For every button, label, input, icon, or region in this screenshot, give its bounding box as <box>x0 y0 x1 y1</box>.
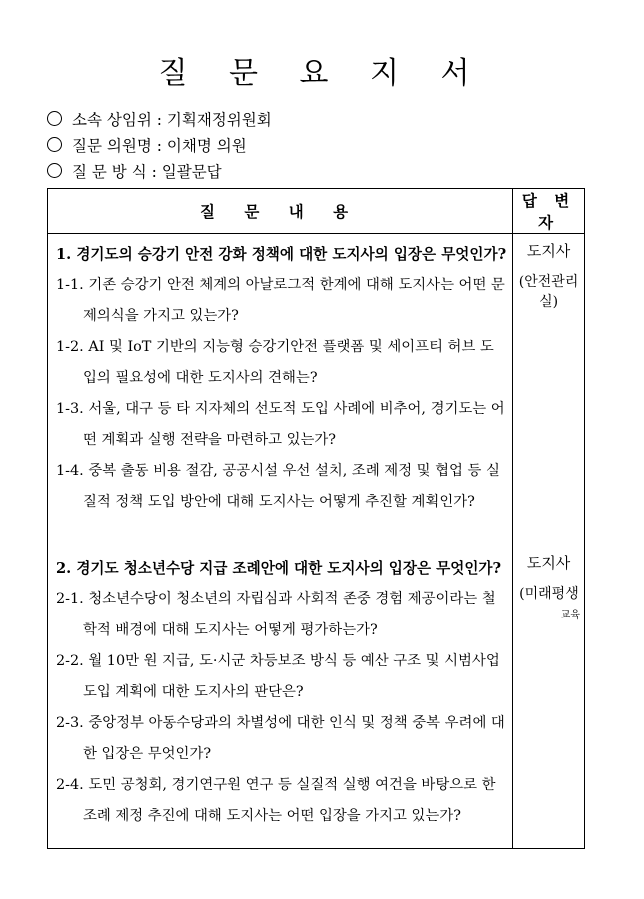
section-heading: 2. 경기도 청소년수당 지급 조례안에 대한 도지사의 입장은 무엇인가? <box>56 560 502 577</box>
respondent-dept-cont: 교육 <box>560 610 580 621</box>
question-item: 1-3. 서울, 대구 등 타 지자체의 선도적 도입 사례에 비추어, 경기도는 어떤 계획과 실행 전략을 마련하고 있는가? <box>56 401 505 448</box>
respondent-cell <box>513 234 585 849</box>
meta-label: 소속 상임위 <box>72 111 152 129</box>
question-item: 2-1. 청소년수당이 청소년의 자립심과 사회적 존중 경험 제공이라는 철학적 배경에 대해 도지사는 어떻게 평가하는가? <box>56 591 496 638</box>
question-item: 1-1. 기존 승강기 안전 체계의 아날로그적 한계에 대해 도지사는 어떤 문제의식을 가지고 있는가? <box>56 277 505 324</box>
respondent-name: 도지사 <box>526 554 571 572</box>
question-item: 2-4. 도민 공청회, 경기연구원 연구 등 실질적 실행 여건을 바탕으로 한 조례 제정 추진에 대해 도지사는 어떤 입장을 가지고 있는가? <box>56 777 496 824</box>
meta-label: 질문 의원명 <box>72 137 152 155</box>
question-table <box>47 188 585 849</box>
respondent-name: 도지사 <box>526 242 571 260</box>
col-question-header: 질 문 내 용 <box>48 189 513 234</box>
question-item: 1-2. AI 및 IoT 기반의 지능형 승강기안전 플랫폼 및 세이프티 허브 도입의 필요성에 대한 도지사의 견해는? <box>56 339 494 386</box>
meta-value: 이채명 의원 <box>166 137 247 155</box>
circle-bullet-icon <box>47 111 62 126</box>
meta-member: 질문 의원명 : 이채명 의원 <box>47 134 247 156</box>
col-answer-header: 답 변 자 <box>513 189 585 234</box>
circle-bullet-icon <box>47 137 62 152</box>
section-heading: 1. 경기도의 승강기 안전 강화 정책에 대한 도지사의 입장은 무엇인가? <box>56 246 507 263</box>
document-title: 질 문 요 지 서 <box>158 56 486 91</box>
meta-label: 질 문 방 식 <box>72 163 147 181</box>
question-content-cell <box>48 234 513 849</box>
respondent-dept: (안전관리실) <box>518 274 579 310</box>
respondent-dept: (미래평생 <box>519 586 579 602</box>
question-item: 2-2. 월 10만 원 지급, 도·시군 차등보조 방식 등 예산 구조 및 시범사업 도입 계획에 대한 도지사의 판단은? <box>56 653 500 700</box>
meta-method: 질 문 방 식 : 일괄문답 <box>47 160 222 182</box>
meta-value: 일괄문답 <box>161 163 222 181</box>
question-item: 1-4. 중복 출동 비용 절감, 공공시설 우선 설치, 조례 제정 및 협업 등 실질적 정책 도입 방안에 대해 도지사는 어떻게 추진할 계획인가? <box>56 463 500 510</box>
question-item: 2-3. 중앙정부 아동수당과의 차별성에 대한 인식 및 정책 중복 우려에 대한 입장은 무엇인가? <box>56 715 505 762</box>
meta-committee: 소속 상임위 : 기획재정위원회 <box>47 108 272 130</box>
meta-value: 기획재정위원회 <box>166 111 272 129</box>
circle-bullet-icon <box>47 163 62 178</box>
